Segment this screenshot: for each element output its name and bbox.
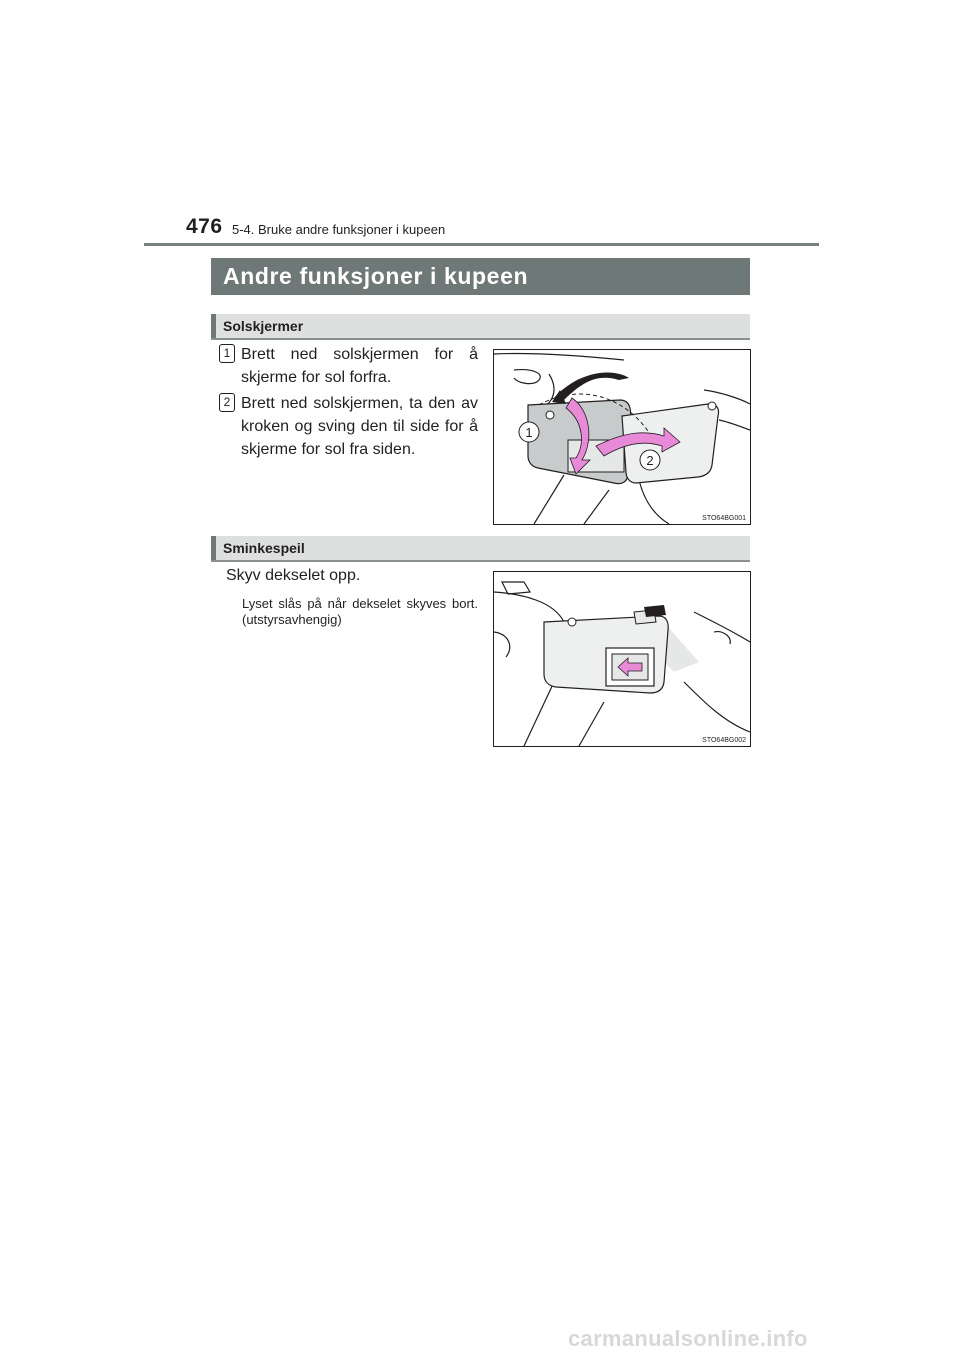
page-number: 476	[186, 215, 223, 238]
section-heading-vanity-mirrors	[211, 536, 750, 560]
note-text: Lyset slås på når dekselet skyves bort. (utstyrsavhengig)	[242, 596, 478, 627]
step-number: 1	[219, 344, 235, 363]
step-text: Brett ned solskjermen, ta den av kroken og sving den til side for å skjerme for sol fra siden.	[241, 395, 478, 458]
figure-code: STO64BG001	[702, 515, 746, 522]
figure-callout-1: 1	[525, 425, 533, 440]
sun-visor-illustration	[494, 350, 750, 524]
sun-visor-figure	[493, 349, 751, 525]
step-number: 2	[219, 393, 235, 412]
watermark: carmanualsonline.info	[568, 1326, 808, 1351]
section-heading-label: Solskjermer	[223, 318, 304, 334]
page-title: Andre funksjoner i kupeen	[223, 263, 529, 289]
step-text: Brett ned solskjermen for å skjerme for sol forfra.	[241, 346, 478, 386]
page-title-bar	[211, 258, 750, 295]
vanity-mirror-figure	[493, 571, 751, 747]
figure-code: STO64BG002	[702, 737, 746, 744]
section-heading-label: Sminkespeil	[223, 540, 305, 556]
section-heading-sun-visors	[211, 314, 750, 338]
chapter-header: 5-4. Bruke andre funksjoner i kupeen	[232, 222, 446, 237]
header-divider	[144, 243, 819, 246]
figure-callout-2: 2	[646, 453, 654, 468]
vanity-mirror-illustration	[494, 572, 750, 746]
instruction-text: Skyv dekselet opp.	[226, 567, 361, 584]
